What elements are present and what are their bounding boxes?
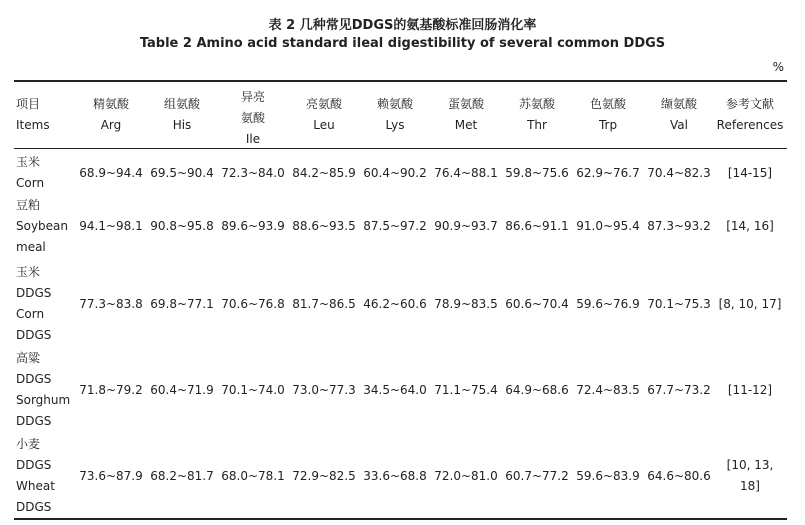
table-cell-line: 90.9~93.7 [434,219,498,233]
table-cell-line: 89.6~93.9 [221,219,285,233]
header-cn: 赖氨酸 [376,97,413,111]
table-cell-line: 71.8~79.2 [79,382,143,397]
table-cell [429,380,503,401]
table-cell-line: 94.1~98.1 [79,219,143,233]
table-cell [287,216,361,237]
header-met [429,94,503,136]
header-cn: 缬氨酸 [660,97,697,111]
table-cell-line: 77.3~83.8 [79,296,143,311]
header-en: His [172,118,192,132]
header-cn: 项目 [16,97,41,111]
table-cell-line: 90.8~95.8 [150,219,214,233]
header-en: Items [16,118,50,132]
table-cell [500,380,574,401]
row-item-line: Sorghum [16,393,71,407]
table-cell [74,294,148,315]
row-reference-line: [10, 13, [726,458,774,472]
table-cell-line: 87.5~97.2 [363,219,427,233]
table-cell-line: 73.6~87.9 [79,468,143,483]
row-item-line: DDGS [16,414,52,428]
table-cell-line: 60.4~90.2 [363,165,427,180]
table-cell [571,294,645,315]
table-cell-line: 59.8~75.6 [505,165,569,180]
table-cell-line: 76.4~88.1 [434,165,498,180]
table-cell [216,466,290,487]
row-reference-line: 18] [740,479,760,493]
row-item-line: DDGS [16,458,52,472]
table-cell [287,294,361,315]
table-header-rule [14,148,787,149]
row-item-line: DDGS [16,286,52,300]
header-cn: 蛋氨酸 [447,97,484,111]
table-cell [145,294,219,315]
table-cell-line: 70.4~82.3 [647,165,711,180]
table-cell-line: 70.1~74.0 [221,382,285,397]
table-cell [571,380,645,401]
table-cell [145,216,219,237]
row-item [16,195,68,258]
table-cell [358,216,432,237]
table-cell-line: 60.7~77.2 [505,468,569,483]
table-cell [216,216,290,237]
row-reference [710,380,790,401]
row-reference [710,216,790,237]
table-cell [358,163,432,184]
table-cell-line: 34.5~64.0 [363,382,427,397]
table-cell [571,466,645,487]
table-cell [74,380,148,401]
table-cell [145,163,219,184]
row-reference-line: [14-15] [727,165,773,180]
header-en: Arg [100,118,122,132]
header-trp [571,94,645,136]
table-cell [500,163,574,184]
table-cell [500,294,574,315]
table-cell-line: 72.9~82.5 [292,468,356,483]
table-cell-line: 68.2~81.7 [150,468,214,483]
table-cell [145,466,219,487]
table-cell-line: 60.4~71.9 [150,382,214,397]
table-cell-line: 81.7~86.5 [292,296,356,311]
header-val [642,94,716,136]
row-reference-line: [11-12] [727,382,773,397]
table-cell-line: 72.4~83.5 [576,382,640,397]
table-cell [74,466,148,487]
row-item-line: meal [16,240,46,254]
row-item-line: Soybean [16,219,69,233]
header-cn: 精氨酸 [92,97,129,111]
table-cell [74,163,148,184]
row-reference [710,455,790,497]
table-cell [500,466,574,487]
table-cell [642,294,716,315]
row-item-line: 玉米 [16,265,41,279]
table-cell [500,216,574,237]
header-references [713,94,787,136]
header-en: Ile [245,132,261,146]
table-cell [287,163,361,184]
table-cell [642,163,716,184]
row-item-line: 小麦 [16,437,41,451]
row-reference-line: [14, 16] [726,219,774,233]
table-cell [145,380,219,401]
row-item-line: DDGS [16,500,52,514]
row-reference-line: [8, 10, 17] [718,296,782,311]
row-item [16,262,51,346]
table-top-rule [14,80,787,82]
header-cn: 氨酸 [240,111,265,125]
header-cn: 色氨酸 [589,97,626,111]
table-cell-line: 68.9~94.4 [79,165,143,180]
header-en: Thr [527,118,547,132]
table-cell [642,216,716,237]
table-cell [216,294,290,315]
table-title-en: Table 2 Amino acid standard ileal digestibility of several common DDGS [139,36,666,51]
table-cell-line: 72.3~84.0 [221,165,285,180]
table-cell [358,466,432,487]
table-cell [287,466,361,487]
table-cell-line: 87.3~93.2 [647,219,711,233]
header-his [145,94,219,136]
row-item-line: DDGS [16,328,52,342]
header-cn: 异亮 [240,90,265,104]
table-cell [216,380,290,401]
header-leu [287,94,361,136]
table-cell [74,216,148,237]
table-cell [429,163,503,184]
row-reference [710,294,790,315]
header-en: Met [454,118,478,132]
table-cell-line: 67.7~73.2 [647,382,711,397]
table-cell-line: 46.2~60.6 [363,296,427,311]
row-item [16,152,44,194]
table-cell-line: 91.0~95.4 [576,219,640,233]
table-cell-line: 70.6~76.8 [221,296,285,311]
table-cell-line: 88.6~93.5 [292,219,356,233]
header-cn: 亮氨酸 [305,97,342,111]
table-cell-line: 69.8~77.1 [150,296,214,311]
header-en: References [716,118,784,132]
table-cell-line: 64.6~80.6 [647,468,711,483]
row-item-line: 豆粕 [16,198,41,212]
table-cell-line: 59.6~76.9 [576,296,640,311]
table-cell-line: 84.2~85.9 [292,165,356,180]
table-cell-line: 68.0~78.1 [221,468,285,483]
table-cell [216,163,290,184]
table-cell-line: 69.5~90.4 [150,165,214,180]
header-en: Lys [385,118,405,132]
table-cell-line: 71.1~75.4 [434,382,498,397]
table-cell [429,466,503,487]
table-title-cn: 表 2 几种常见DDGS的氨基酸标准回肠消化率 [268,18,537,33]
table-cell [429,294,503,315]
table-cell-line: 72.0~81.0 [434,468,498,483]
table-bottom-rule [14,518,787,520]
table-cell [571,216,645,237]
unit-label: % [772,60,784,74]
row-item-line: 玉米 [16,155,41,169]
table-cell [642,380,716,401]
table-cell [429,216,503,237]
table-cell-line: 86.6~91.1 [505,219,569,233]
table-cell-line: 78.9~83.5 [434,296,498,311]
header-en: Trp [598,118,618,132]
table-cell-line: 62.9~76.7 [576,165,640,180]
header-thr [500,94,574,136]
row-item-line: Wheat [16,479,55,493]
header-cn: 组氨酸 [163,97,200,111]
header-items [16,94,50,136]
table-cell [642,466,716,487]
header-cn: 苏氨酸 [518,97,555,111]
table-cell-line: 64.9~68.6 [505,382,569,397]
table-cell-line: 70.1~75.3 [647,296,711,311]
row-item-line: Corn [16,176,45,190]
header-lys [358,94,432,136]
table-cell [358,380,432,401]
row-reference [710,163,790,184]
row-item-line: 高粱 [16,351,41,365]
table-cell-line: 33.6~68.8 [363,468,427,483]
header-arg [74,94,148,136]
row-item-line: Corn [16,307,45,321]
table-cell [358,294,432,315]
header-en: Val [670,118,688,132]
header-ile [216,87,290,150]
table-cell-line: 60.6~70.4 [505,296,569,311]
table-cell [571,163,645,184]
row-item [16,434,55,518]
row-item [16,348,70,432]
header-cn: 参考文献 [725,97,774,111]
row-item-line: DDGS [16,372,52,386]
table-cell-line: 73.0~77.3 [292,382,356,397]
table-cell [287,380,361,401]
table-cell-line: 59.6~83.9 [576,468,640,483]
header-en: Leu [313,118,335,132]
